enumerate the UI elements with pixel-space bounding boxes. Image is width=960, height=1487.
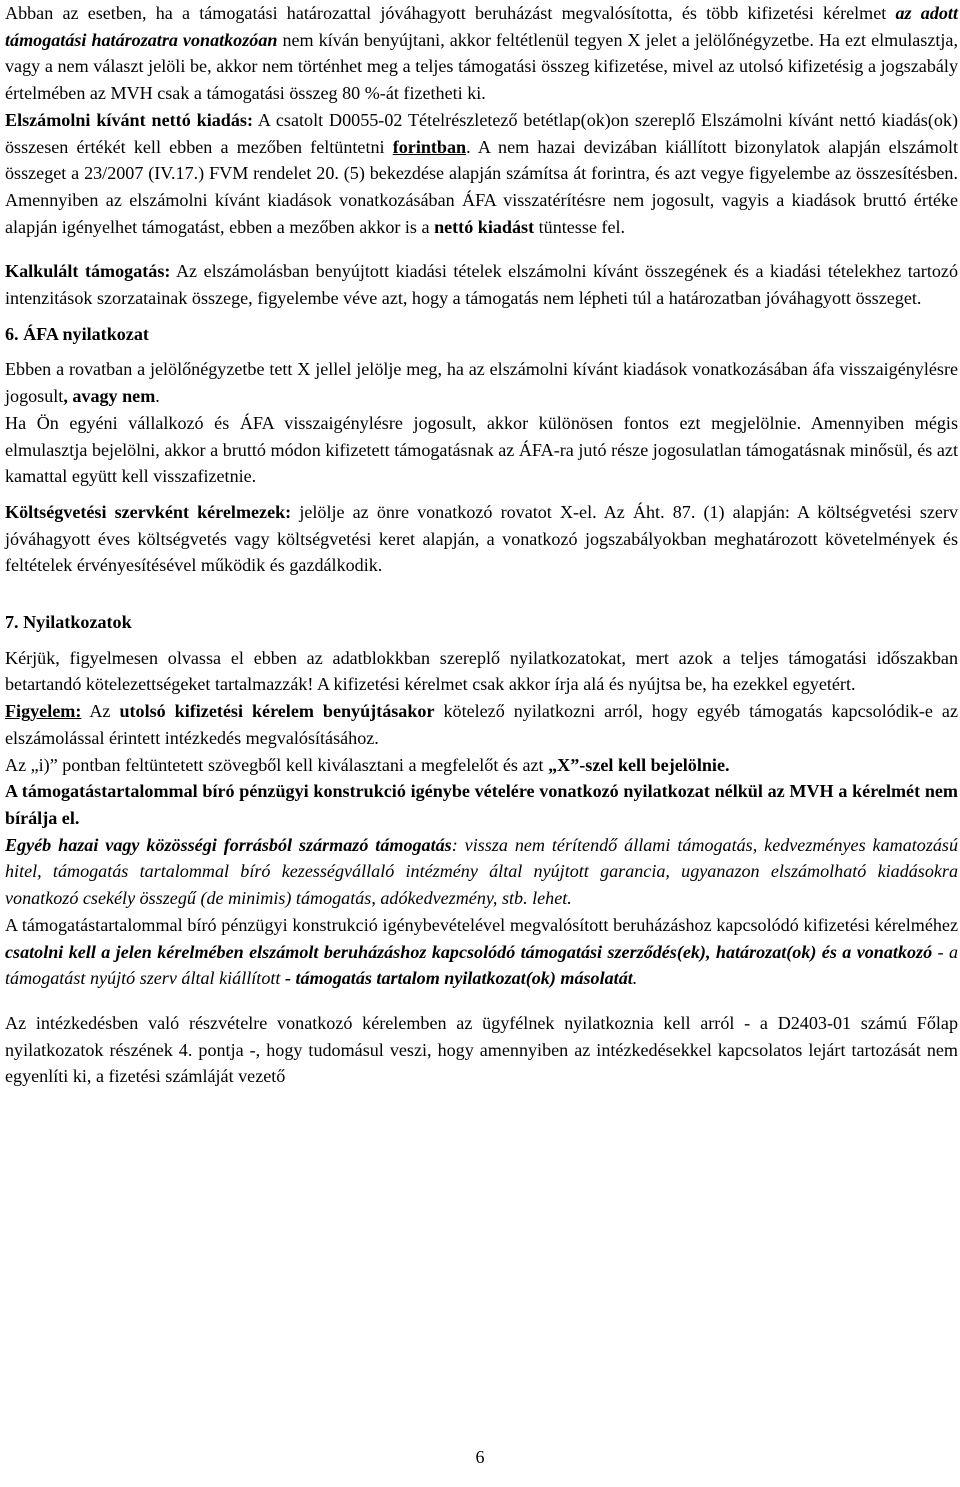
budgetary-organ-label: Költségvetési szervként kérelmezek: xyxy=(5,501,292,522)
document-page xyxy=(5,0,958,1090)
paragraph-calculated-support: Kalkulált támogatás: Az elszámolásban benyújtott kiadási tételek elszámolni kívánt összegének és a kiadási tételekhez tartozó intenzitások szorzatainak összege, figyelembe véve azt, hogy a támogatás nem lépheti túl a határozatban jóváhagyott összeget. xyxy=(5,261,958,309)
paragraph-final-payment-checkbox: Abban az esetben, ha a támogatási határozattal jóváhagyott beruházást megvalósította, és több kifizetési kérelmet az adott támogatási határozatra vonatkozóan nem kíván benyújtani, akkor feltétlenül tegyen X jelet a jelölőnégyzetbe. Ha ezt elmulasztja, vagy a nem választ jelöli be, akkor nem történhet meg a teljes támogatási összeg kifizetése, mivel az utolsó kifizetésig a jogszabály értelmében az MVH csak a támogatási összeg 80 %-át fizetheti ki. xyxy=(5,3,958,104)
paragraph-other-support: Egyéb hazai vagy közösségi forrásból származó támogatás: vissza nem térítendő állami támogatás, kedvezményes kamatozású hitel, támogatás tartalommal bíró kezességvállaló intézmény által nyújtott garancia, ugyanazon elszámolható kiadásokra vonatkozó csekély összegű (de minimis) támogatás, adókedvezmény, stb. lehet. xyxy=(5,834,958,909)
page-number: 6 xyxy=(475,1447,485,1467)
other-support-label: Egyéb hazai vagy közösségi forrásból származó támogatás xyxy=(5,834,452,855)
paragraph-attention: Figyelem: Az utolsó kifizetési kérelem benyújtásakor kötelező nyilatkozni arról, hogy egyéb támogatás kapcsolódik-e az elszámolással érintett intézkedés megvalósításához. xyxy=(5,701,958,748)
paragraph-mvh-warning: A támogatástartalommal bíró pénzügyi konstrukció igénybe vételére vonatkozó nyilatkozat nélkül az MVH a kérelmét nem bírálja el. xyxy=(5,781,958,828)
attention-label: Figyelem: xyxy=(5,701,82,722)
paragraph-vat-sole-trader: Ha Ön egyéni vállalkozó és ÁFA visszaigénylésre jogosult, akkor különösen fontos ezt megjelölnie. Amennyiben mégis elmulasztja bejelölni, akkor a bruttó módon kifizetett támogatásnak az ÁFA-ra jutó része jogosulatlan támogatásnak minősül, és azt kamattal együtt kell visszafizetnie. xyxy=(5,412,958,487)
paragraph-budgetary-organ: Költségvetési szervként kérelmezek: jelölje az önre vonatkozó rovatot X-el. Az Áht. 87. (1) alapján: A költségvetési szerv jóváhagyott éves költségvetés vagy költségvetési keret alapján, a vonatkozó jogszabályokban meghatározott követelmények és feltételek érvényesítésével működik és gazdálkodik. xyxy=(5,501,958,576)
paragraph-point-i: Az „i)” pontban feltüntetett szövegből kell kiválasztani a megfelelőt és azt „X”-szel kell bejelölnie. xyxy=(5,754,730,775)
paragraph-net-expense: Elszámolni kívánt nettó kiadás: A csatolt D0055-02 Tételrészletező betétlap(ok)on szereplő Elszámolni kívánt nettó kiadás(ok) összesen értékét kell ebben a mezőben feltüntetni forintban. A nem hazai devizában kiállított bizonylatok alapján elszámolt összeget a 23/2007 (IV.17.) FVM rendelet 20. (5) bekezdése alapján számítsa át forintra, és azt vegye figyelembe az összesítésben. Amennyiben az elszámolni kívánt kiadások vonatkozásában ÁFA visszatérítésre nem jogosult, vagyis a kiadások bruttó értéke alapján igényelhet támogatást, ebben a mezőben akkor is a nettó kiadást tüntesse fel. xyxy=(5,109,958,237)
paragraph-participation: Az intézkedésben való részvételre vonatkozó kérelemben az ügyfélnek nyilatkoznia kell arról - a D2403-01 számú Főlap nyilatkozatok részének 4. pontja -, hogy tudomásul veszi, hogy amennyiben az intézkedésekkel kapcsolatos lejárt tartozását nem egyenlíti ki, a fizetési számláját vezető xyxy=(5,1012,958,1087)
section-heading-declarations: 7. Nyilatkozatok xyxy=(5,612,132,633)
section-heading-vat: 6. ÁFA nyilatkozat xyxy=(5,323,149,344)
paragraph-attachments: A támogatástartalommal bíró pénzügyi konstrukció igénybevételével megvalósított beruházáshoz kapcsolódó kifizetési kérelméhez csatolni kell a jelen kérelmében elszámolt beruházáshoz kapcsolódó támogatási szerződés(ek), határozat(ok) és a vonatkozó - a támogatást nyújtó szerv által kiállított - támogatás tartalom nyilatkozat(ok) másolatát. xyxy=(5,914,958,989)
paragraph-declarations-intro: Kérjük, figyelmesen olvassa el ebben az adatblokkban szereplő nyilatkozatokat, mert azok a teljes támogatási időszakban betartandó kötelezettségeket tartalmazzák! A kifizetési kérelmet csak akkor írja alá és nyújtsa be, ha ezekkel egyetért. xyxy=(5,647,958,695)
calculated-support-label: Kalkulált támogatás: xyxy=(5,261,171,282)
currency-unit: forintban xyxy=(392,136,467,157)
paragraph-vat-checkbox: Ebben a rovatban a jelölőnégyzetbe tett X jellel jelölje meg, ha az elszámolni kívánt kiadások vonatkozásában áfa visszaigénylésre jogosult, avagy nem. xyxy=(5,359,958,407)
net-expense-label: Elszámolni kívánt nettó kiadás: xyxy=(5,109,253,130)
